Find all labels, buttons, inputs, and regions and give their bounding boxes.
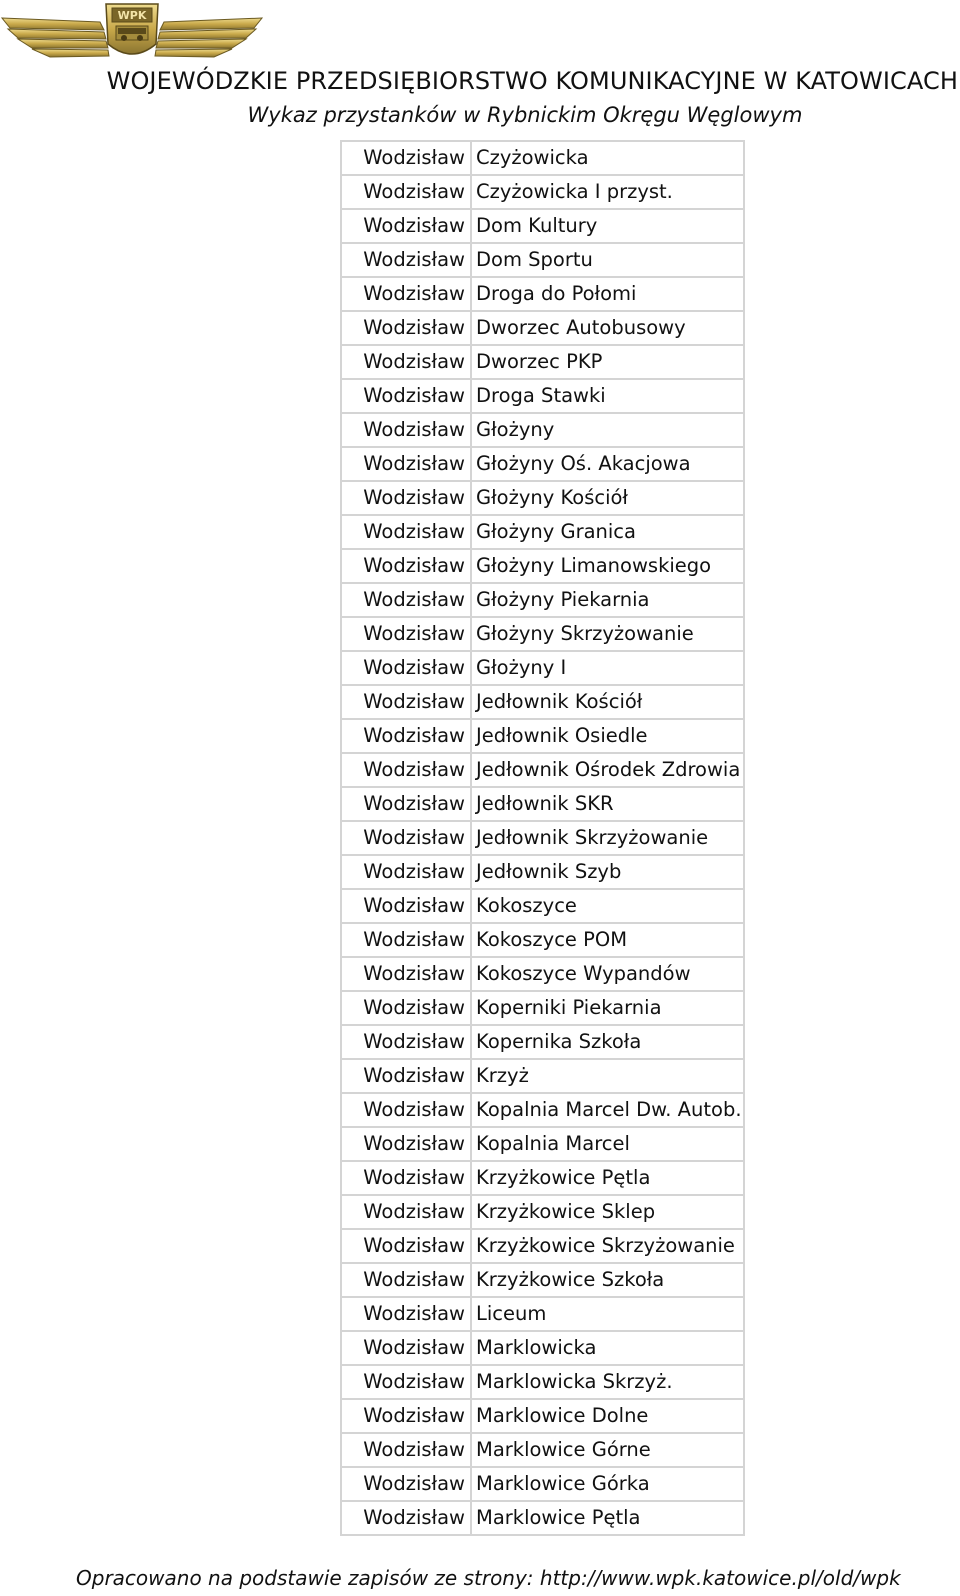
stop-name-cell: Czyżowicka I przyst.	[471, 175, 744, 209]
table-row	[341, 413, 744, 447]
city-cell: Wodzisław	[341, 753, 471, 787]
stop-name-cell: Głożyny Oś. Akacjowa	[471, 447, 744, 481]
stop-name-cell: Koperniki Piekarnia	[471, 991, 744, 1025]
table-row	[341, 1433, 744, 1467]
table-row	[341, 923, 744, 957]
table-row	[341, 1297, 744, 1331]
document-subtitle: Wykaz przystanków w Rybnickim Okręgu Węglowym	[247, 103, 803, 127]
city-cell: Wodzisław	[341, 991, 471, 1025]
stop-name-cell: Marklowice Dolne	[471, 1399, 744, 1433]
city-cell: Wodzisław	[341, 141, 471, 175]
table-row	[341, 753, 744, 787]
stop-name-cell: Krzyżkowice Szkoła	[471, 1263, 744, 1297]
table-row	[341, 1161, 744, 1195]
city-cell: Wodzisław	[341, 481, 471, 515]
stop-name-cell: Dworzec PKP	[471, 345, 744, 379]
stop-name-cell: Marklowice Górne	[471, 1433, 744, 1467]
stop-name-cell: Kopalnia Marcel Dw. Autob.	[471, 1093, 744, 1127]
stop-name-cell: Kokoszyce	[471, 889, 744, 923]
stop-name-cell: Marklowicka Skrzyż.	[471, 1365, 744, 1399]
stop-name-cell: Krzyż	[471, 1059, 744, 1093]
stop-name-cell: Dom Kultury	[471, 209, 744, 243]
stop-name-cell: Kokoszyce POM	[471, 923, 744, 957]
table-row	[341, 175, 744, 209]
table-row	[341, 243, 744, 277]
stop-name-cell: Głożyny Kościół	[471, 481, 744, 515]
table-row	[341, 277, 744, 311]
stops-table-body	[341, 141, 744, 1535]
stop-name-cell: Krzyżkowice Skrzyżowanie	[471, 1229, 744, 1263]
stop-name-cell: Jedłownik SKR	[471, 787, 744, 821]
city-cell: Wodzisław	[341, 1059, 471, 1093]
city-cell: Wodzisław	[341, 379, 471, 413]
city-cell: Wodzisław	[341, 1127, 471, 1161]
stop-name-cell: Krzyżkowice Pętla	[471, 1161, 744, 1195]
city-cell: Wodzisław	[341, 447, 471, 481]
city-cell: Wodzisław	[341, 1467, 471, 1501]
table-row	[341, 991, 744, 1025]
city-cell: Wodzisław	[341, 175, 471, 209]
stop-name-cell: Dworzec Autobusowy	[471, 311, 744, 345]
table-row	[341, 617, 744, 651]
city-cell: Wodzisław	[341, 1365, 471, 1399]
table-row	[341, 821, 744, 855]
left-wing-shape	[2, 18, 109, 57]
stop-name-cell: Czyżowicka	[471, 141, 744, 175]
table-row	[341, 345, 744, 379]
stop-name-cell: Głożyny I	[471, 651, 744, 685]
table-row	[341, 719, 744, 753]
city-cell: Wodzisław	[341, 1263, 471, 1297]
table-row	[341, 1195, 744, 1229]
table-row	[341, 651, 744, 685]
city-cell: Wodzisław	[341, 889, 471, 923]
stop-name-cell: Głożyny	[471, 413, 744, 447]
table-row	[341, 1059, 744, 1093]
city-cell: Wodzisław	[341, 1399, 471, 1433]
table-row	[341, 1263, 744, 1297]
table-row	[341, 1365, 744, 1399]
city-cell: Wodzisław	[341, 1297, 471, 1331]
table-row	[341, 855, 744, 889]
organization-title: WOJEWÓDZKIE PRZEDSIĘBIORSTWO KOMUNIKACYJNE W KATOWICACH	[106, 67, 958, 95]
table-row	[341, 549, 744, 583]
table-row	[341, 1467, 744, 1501]
city-cell: Wodzisław	[341, 515, 471, 549]
city-cell: Wodzisław	[341, 1433, 471, 1467]
table-row	[341, 1025, 744, 1059]
stop-name-cell: Kopalnia Marcel	[471, 1127, 744, 1161]
city-cell: Wodzisław	[341, 311, 471, 345]
table-row	[341, 1501, 744, 1535]
stop-name-cell: Jedłownik Osiedle	[471, 719, 744, 753]
table-row	[341, 1229, 744, 1263]
city-cell: Wodzisław	[341, 1093, 471, 1127]
stop-name-cell: Głożyny Piekarnia	[471, 583, 744, 617]
city-cell: Wodzisław	[341, 345, 471, 379]
city-cell: Wodzisław	[341, 685, 471, 719]
stop-name-cell: Jedłownik Skrzyżowanie	[471, 821, 744, 855]
city-cell: Wodzisław	[341, 923, 471, 957]
stop-name-cell: Marklowice Pętla	[471, 1501, 744, 1535]
stop-name-cell: Głożyny Skrzyżowanie	[471, 617, 744, 651]
stop-name-cell: Jedłownik Ośrodek Zdrowia	[471, 753, 744, 787]
wpk-logo	[0, 0, 270, 66]
stops-table	[340, 140, 745, 1536]
city-cell: Wodzisław	[341, 957, 471, 991]
table-row	[341, 1331, 744, 1365]
table-row	[341, 685, 744, 719]
city-cell: Wodzisław	[341, 1025, 471, 1059]
stop-name-cell: Marklowicka	[471, 1331, 744, 1365]
city-cell: Wodzisław	[341, 1501, 471, 1535]
table-row	[341, 1093, 744, 1127]
source-footer: Opracowano na podstawie zapisów ze strony: http://www.wpk.katowice.pl/old/wpk	[76, 1566, 901, 1590]
logo-wpk-text: WPK	[117, 9, 147, 22]
stop-name-cell: Jedłownik Szyb	[471, 855, 744, 889]
table-row	[341, 957, 744, 991]
table-row	[341, 481, 744, 515]
city-cell: Wodzisław	[341, 413, 471, 447]
stop-name-cell: Krzyżkowice Sklep	[471, 1195, 744, 1229]
table-row	[341, 1127, 744, 1161]
city-cell: Wodzisław	[341, 1331, 471, 1365]
city-cell: Wodzisław	[341, 243, 471, 277]
city-cell: Wodzisław	[341, 1161, 471, 1195]
stop-name-cell: Marklowice Górka	[471, 1467, 744, 1501]
stop-name-cell: Głożyny Granica	[471, 515, 744, 549]
table-row	[341, 379, 744, 413]
city-cell: Wodzisław	[341, 1195, 471, 1229]
city-cell: Wodzisław	[341, 549, 471, 583]
table-row	[341, 311, 744, 345]
city-cell: Wodzisław	[341, 209, 471, 243]
stop-name-cell: Droga Stawki	[471, 379, 744, 413]
stop-name-cell: Droga do Połomi	[471, 277, 744, 311]
table-row	[341, 209, 744, 243]
city-cell: Wodzisław	[341, 651, 471, 685]
city-cell: Wodzisław	[341, 821, 471, 855]
table-row	[341, 889, 744, 923]
stop-name-cell: Liceum	[471, 1297, 744, 1331]
stop-name-cell: Kokoszyce Wypandów	[471, 957, 744, 991]
stop-name-cell: Jedłownik Kościół	[471, 685, 744, 719]
right-wing-shape	[155, 18, 262, 57]
city-cell: Wodzisław	[341, 855, 471, 889]
table-row	[341, 1399, 744, 1433]
table-row	[341, 447, 744, 481]
stop-name-cell: Głożyny Limanowskiego	[471, 549, 744, 583]
table-row	[341, 583, 744, 617]
city-cell: Wodzisław	[341, 787, 471, 821]
city-cell: Wodzisław	[341, 617, 471, 651]
table-row	[341, 515, 744, 549]
city-cell: Wodzisław	[341, 277, 471, 311]
stop-name-cell: Kopernika Szkoła	[471, 1025, 744, 1059]
city-cell: Wodzisław	[341, 719, 471, 753]
city-cell: Wodzisław	[341, 583, 471, 617]
stop-name-cell: Dom Sportu	[471, 243, 744, 277]
city-cell: Wodzisław	[341, 1229, 471, 1263]
table-row	[341, 141, 744, 175]
table-row	[341, 787, 744, 821]
